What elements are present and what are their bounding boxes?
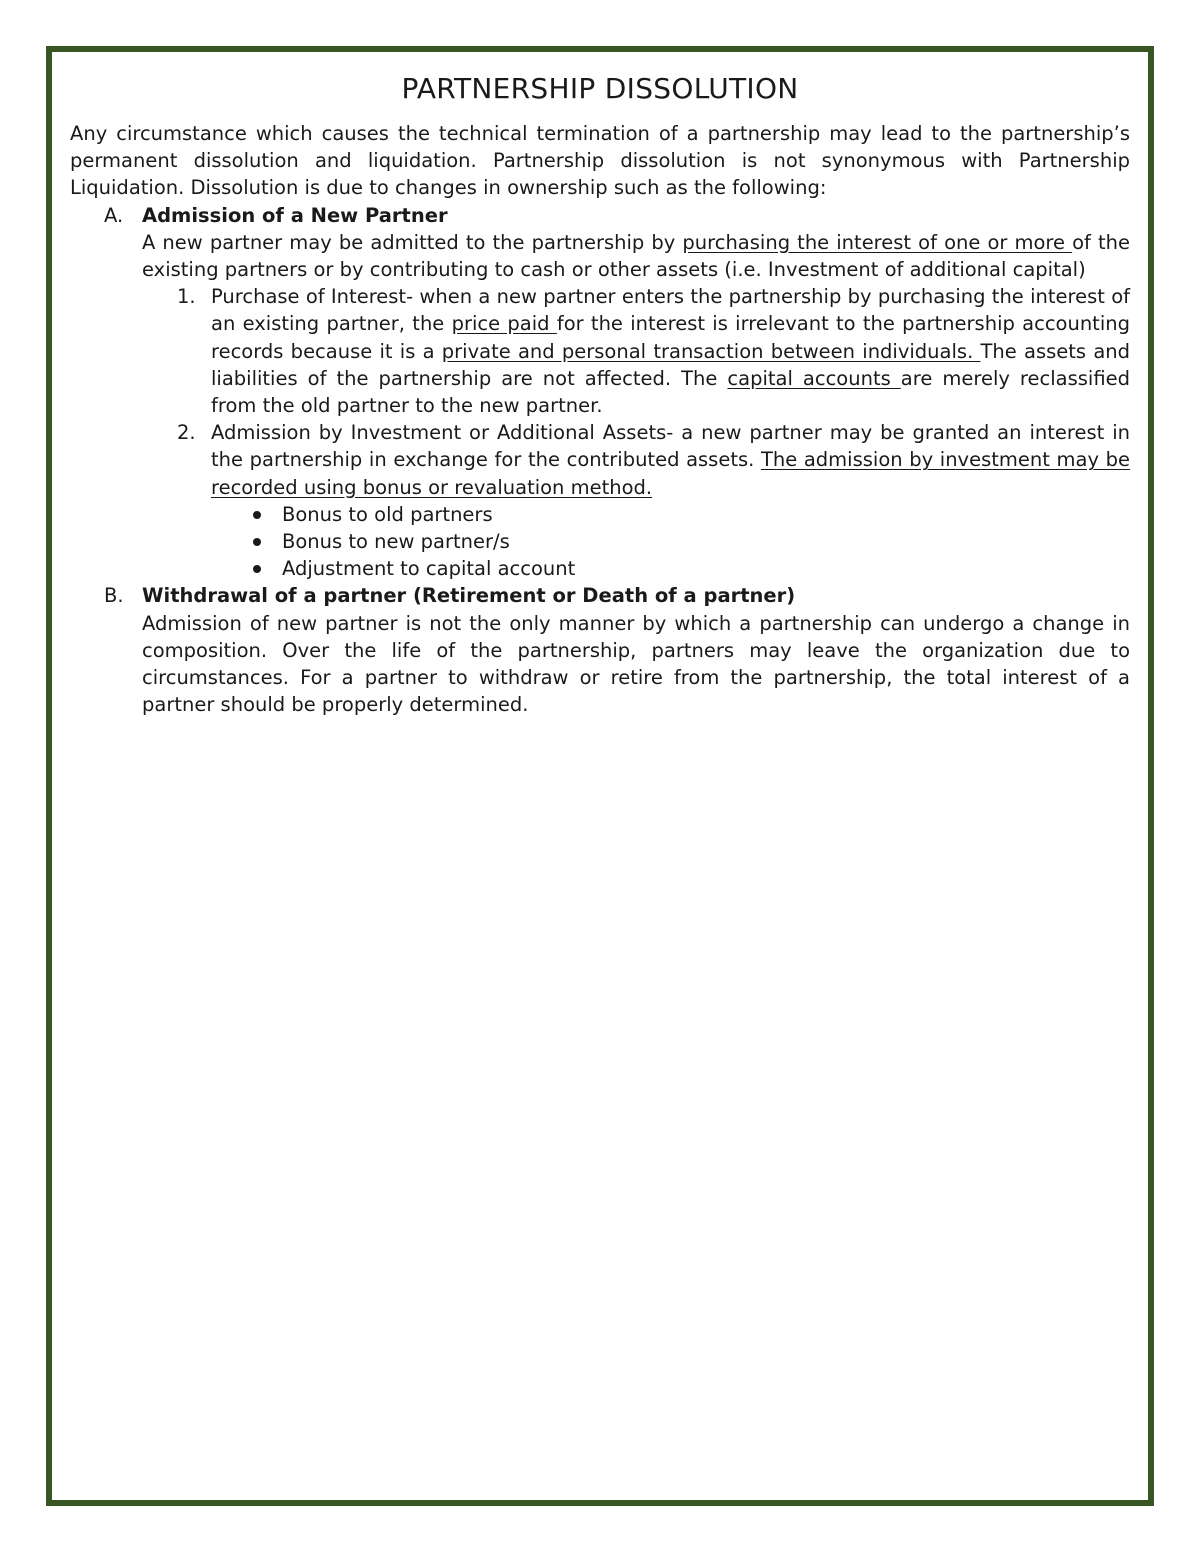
bullet-item: [70, 528, 1130, 555]
item1-text-2: for the interest is irrelevant to the partnership accounting records because it is a: [211, 312, 1130, 363]
section-b-marker: B.: [104, 584, 124, 608]
section-a-text-1: A new partner may be admitted to the partnership by: [142, 230, 683, 254]
list-item-2: [70, 419, 1130, 501]
list-item-1: [70, 283, 1130, 419]
item1-underlined-1: price paid: [451, 312, 557, 336]
list-item-2-text: [211, 419, 1130, 501]
item1-text-1: Purchase of Interest- when a new partner enters the partnership by purchasing the interest of an existing partner, the: [211, 285, 1130, 336]
item1-underlined-2: private and personal transaction between individuals.: [441, 339, 981, 363]
section-a-marker: A.: [104, 203, 124, 227]
intro-paragraph: Any circumstance which causes the technical termination of a partnership may lead to the partnership’s permanent dissolution and liquidation. Partnership dissolution is not synonymous with Partnership Liquidation. Dissolution is due to changes in ownership such as the following:: [70, 122, 1130, 200]
section-a-paragraph: [142, 229, 1130, 283]
section-a-text-2: of the existing partners or by contributing to cash or other assets (i.e. Investment of additional capital): [142, 230, 1131, 282]
document-body: [70, 70, 1130, 718]
document-title: PARTNERSHIP DISSOLUTION: [401, 72, 799, 105]
bullet-text: Adjustment to capital account: [282, 557, 576, 581]
section-a: [70, 202, 1130, 284]
bullet-text: Bonus to old partners: [282, 502, 493, 526]
section-b-paragraph: Admission of new partner is not the only manner by which a partnership can undergo a change in composition. Over the life of the partnership, partners may leave the organization due to circumstances. For a partner to withdraw or retire from the partnership, the total interest of a partner should be properly determined.: [142, 611, 1130, 717]
bullet-icon: [253, 565, 261, 573]
bullet-text: Bonus to new partner/s: [282, 530, 510, 554]
list-item-1-text: [211, 283, 1130, 419]
bullet-icon: [253, 511, 261, 519]
item2-text-1: Admission by Investment or Additional Assets- a new partner may be granted an interest in the partnership in exchange for the contributed assets.: [211, 421, 1130, 472]
item1-underlined-3: capital accounts: [727, 366, 901, 390]
list-item-2-marker: 2.: [177, 421, 196, 445]
section-a-heading: Admission of a New Partner: [142, 203, 448, 227]
section-b-heading: Withdrawal of a partner (Retirement or Death of a partner): [142, 584, 796, 608]
section-a-underlined-1: purchasing the interest of one or more: [682, 230, 1073, 254]
list-item-1-marker: 1.: [177, 285, 196, 309]
bullet-item: [70, 501, 1130, 528]
bullet-icon: [253, 538, 261, 546]
bullet-item: [70, 555, 1130, 582]
item2-underlined-1: The admission by investment may be recorded using bonus or revaluation method.: [211, 448, 1130, 499]
item1-text-3: The assets and liabilities of the partnership are not affected. The: [211, 339, 1131, 390]
section-b: [70, 582, 1130, 718]
item1-text-4: are merely reclassified from the old partner to the new partner.: [211, 366, 1130, 418]
